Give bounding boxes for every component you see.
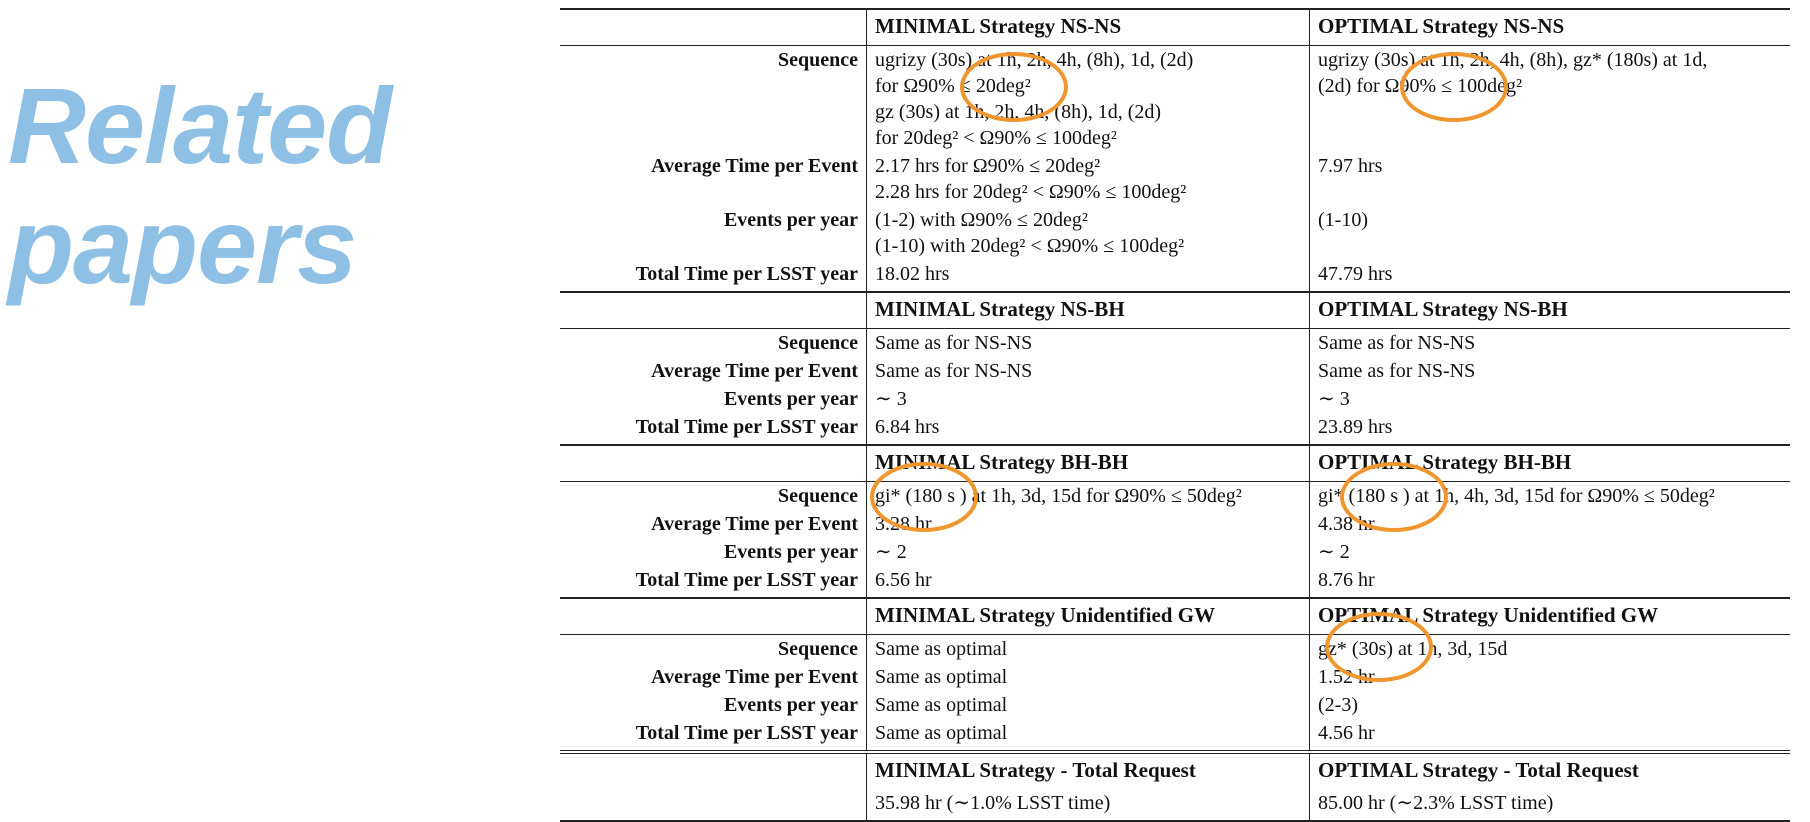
cell-line: Same as optimal	[875, 694, 1008, 716]
row-label: Events per year	[560, 691, 867, 719]
total-value-row	[560, 789, 1790, 821]
minimal-value-cell	[867, 46, 1310, 153]
section-header-row	[560, 9, 1790, 46]
cell-line: 7.97 hrs	[1318, 155, 1383, 177]
optimal-value-cell	[1310, 46, 1791, 153]
row-label: Sequence	[560, 635, 867, 664]
cell-line: ∼ 3	[1318, 388, 1350, 410]
table-row	[560, 691, 1790, 719]
row-label: Sequence	[560, 329, 867, 358]
row-label: Events per year	[560, 206, 867, 260]
cell-line: 1.52 hr	[1318, 666, 1375, 688]
row-label: Average Time per Event	[560, 663, 867, 691]
table-row	[560, 46, 1790, 153]
section-header-row	[560, 445, 1790, 482]
optimal-value-cell	[1310, 329, 1791, 358]
cell-line: Same as optimal	[875, 638, 1008, 660]
row-label: Sequence	[560, 46, 867, 153]
cell-line: 3.28 hr	[875, 513, 932, 535]
minimal-strategy-header: MINIMAL Strategy Unidentified GW	[867, 598, 1310, 635]
table-row	[560, 260, 1790, 292]
table-row	[560, 566, 1790, 598]
row-label: Events per year	[560, 538, 867, 566]
optimal-total-value: 85.00 hr (∼2.3% LSST time)	[1318, 792, 1554, 814]
optimal-total-header: OPTIMAL Strategy - Total Request	[1318, 758, 1639, 782]
optimal-value-cell	[1310, 691, 1791, 719]
table-row	[560, 510, 1790, 538]
cell-line: 8.76 hr	[1318, 569, 1375, 591]
cell-line: 2.28 hrs for 20deg² < Ω90% ≤ 100deg²	[875, 181, 1187, 203]
minimal-value-cell	[867, 413, 1310, 445]
row-label: Average Time per Event	[560, 510, 867, 538]
slide-title-line-2: papers	[8, 185, 357, 306]
minimal-strategy-header: MINIMAL Strategy NS-BH	[867, 292, 1310, 329]
row-label: Average Time per Event	[560, 152, 867, 206]
optimal-value-cell	[1310, 152, 1791, 206]
minimal-value-cell	[867, 385, 1310, 413]
minimal-value-cell	[867, 260, 1310, 292]
minimal-value-cell	[867, 719, 1310, 752]
cell-line: Same as for NS-NS	[1318, 360, 1476, 382]
cell-line: 47.79 hrs	[1318, 263, 1393, 285]
table-row	[560, 385, 1790, 413]
row-label: Total Time per LSST year	[560, 566, 867, 598]
cell-line: (1-2) with Ω90% ≤ 20deg²	[875, 209, 1088, 231]
row-label: Sequence	[560, 482, 867, 511]
cell-line: Same as optimal	[875, 722, 1008, 744]
table-row	[560, 357, 1790, 385]
cell-line: gz* (30s) at 1h, 3d, 15d	[1318, 638, 1508, 660]
optimal-value-cell	[1310, 357, 1791, 385]
cell-line: (2d) for Ω90% ≤ 100deg²	[1318, 75, 1523, 97]
header-blank-cell	[560, 292, 867, 329]
minimal-value-cell	[867, 691, 1310, 719]
table-row	[560, 538, 1790, 566]
optimal-value-cell	[1310, 719, 1791, 752]
cell-line: ugrizy (30s) at 1h, 2h, 4h, (8h), 1d, (2d)	[875, 49, 1194, 71]
header-blank-cell	[560, 445, 867, 482]
table-row	[560, 152, 1790, 206]
optimal-value-cell	[1310, 566, 1791, 598]
minimal-value-cell	[867, 357, 1310, 385]
cell-line: ∼ 3	[875, 388, 907, 410]
cell-line: 4.38 hr	[1318, 513, 1375, 535]
table-row	[560, 206, 1790, 260]
optimal-value-cell	[1310, 538, 1791, 566]
table-row	[560, 329, 1790, 358]
table-row	[560, 413, 1790, 445]
header-blank-cell	[560, 598, 867, 635]
cell-line: 18.02 hrs	[875, 263, 950, 285]
cell-line: 23.89 hrs	[1318, 416, 1393, 438]
minimal-strategy-header: MINIMAL Strategy NS-NS	[867, 9, 1310, 46]
cell-line: for Ω90% ≤ 20deg²	[875, 75, 1031, 97]
cell-line: Same as optimal	[875, 666, 1008, 688]
cell-line: (2-3)	[1318, 694, 1358, 716]
minimal-value-cell	[867, 152, 1310, 206]
table-row	[560, 635, 1790, 664]
optimal-value-cell	[1310, 413, 1791, 445]
minimal-strategy-header: MINIMAL Strategy BH-BH	[867, 445, 1310, 482]
cell-line: 4.56 hr	[1318, 722, 1375, 744]
highlight-circle	[960, 52, 1068, 122]
row-label: Total Time per LSST year	[560, 260, 867, 292]
table-row	[560, 719, 1790, 752]
cell-line: gz (30s) at 1h, 2h, 4h, (8h), 1d, (2d)	[875, 101, 1162, 123]
cell-line: Same as for NS-NS	[1318, 332, 1476, 354]
cell-line: 6.56 hr	[875, 569, 932, 591]
total-header-row	[560, 752, 1790, 789]
cell-line: Same as for NS-NS	[875, 360, 1033, 382]
slide-title	[8, 66, 391, 306]
optimal-strategy-header: OPTIMAL Strategy NS-BH	[1318, 297, 1568, 321]
section-header-row	[560, 292, 1790, 329]
strategy-table	[560, 8, 1790, 822]
minimal-total-header: MINIMAL Strategy - Total Request	[867, 752, 1310, 789]
cell-line: (1-10) with 20deg² < Ω90% ≤ 100deg²	[875, 235, 1185, 257]
cell-line: ugrizy (30s) at 1h, 2h, 4h, (8h), gz* (180s) at 1d,	[1318, 49, 1708, 71]
row-label: Total Time per LSST year	[560, 719, 867, 752]
highlight-circle	[1340, 462, 1448, 532]
minimal-value-cell	[867, 329, 1310, 358]
cell-line: gi* (180 s ) at 1h, 3d, 15d for Ω90% ≤ 50deg²	[875, 485, 1242, 507]
slide-title-line-1: Related	[8, 65, 392, 186]
highlight-circle	[870, 462, 978, 532]
optimal-value-cell	[1310, 206, 1791, 260]
optimal-strategy-header: OPTIMAL Strategy Unidentified GW	[1318, 603, 1659, 627]
cell-line: ∼ 2	[875, 541, 907, 563]
total-blank-cell	[560, 789, 867, 821]
section-header-row	[560, 598, 1790, 635]
row-label: Total Time per LSST year	[560, 413, 867, 445]
cell-line: gi* (180 s ) at 1h, 4h, 3d, 15d for Ω90% ≤ 50deg²	[1318, 485, 1715, 507]
optimal-value-cell	[1310, 385, 1791, 413]
optimal-value-cell	[1310, 260, 1791, 292]
strategy-table-body	[560, 9, 1790, 821]
minimal-value-cell	[867, 566, 1310, 598]
strategy-table-container	[560, 8, 1790, 822]
table-row	[560, 482, 1790, 511]
optimal-strategy-header: OPTIMAL Strategy BH-BH	[1318, 450, 1572, 474]
optimal-strategy-header: OPTIMAL Strategy NS-NS	[1318, 14, 1565, 38]
cell-line: ∼ 2	[1318, 541, 1350, 563]
cell-line: 6.84 hrs	[875, 416, 940, 438]
minimal-value-cell	[867, 206, 1310, 260]
header-blank-cell	[560, 9, 867, 46]
table-row	[560, 663, 1790, 691]
minimal-value-cell	[867, 663, 1310, 691]
cell-line: Same as for NS-NS	[875, 332, 1033, 354]
cell-line: for 20deg² < Ω90% ≤ 100deg²	[875, 127, 1117, 149]
row-label: Average Time per Event	[560, 357, 867, 385]
row-label: Events per year	[560, 385, 867, 413]
cell-line: (1-10)	[1318, 209, 1368, 231]
minimal-value-cell	[867, 538, 1310, 566]
minimal-value-cell	[867, 635, 1310, 664]
cell-line: 2.17 hrs for Ω90% ≤ 20deg²	[875, 155, 1101, 177]
highlight-circle	[1400, 52, 1508, 122]
highlight-circle	[1325, 612, 1433, 682]
minimal-total-value: 35.98 hr (∼1.0% LSST time)	[867, 789, 1310, 821]
header-blank-cell	[560, 752, 867, 789]
